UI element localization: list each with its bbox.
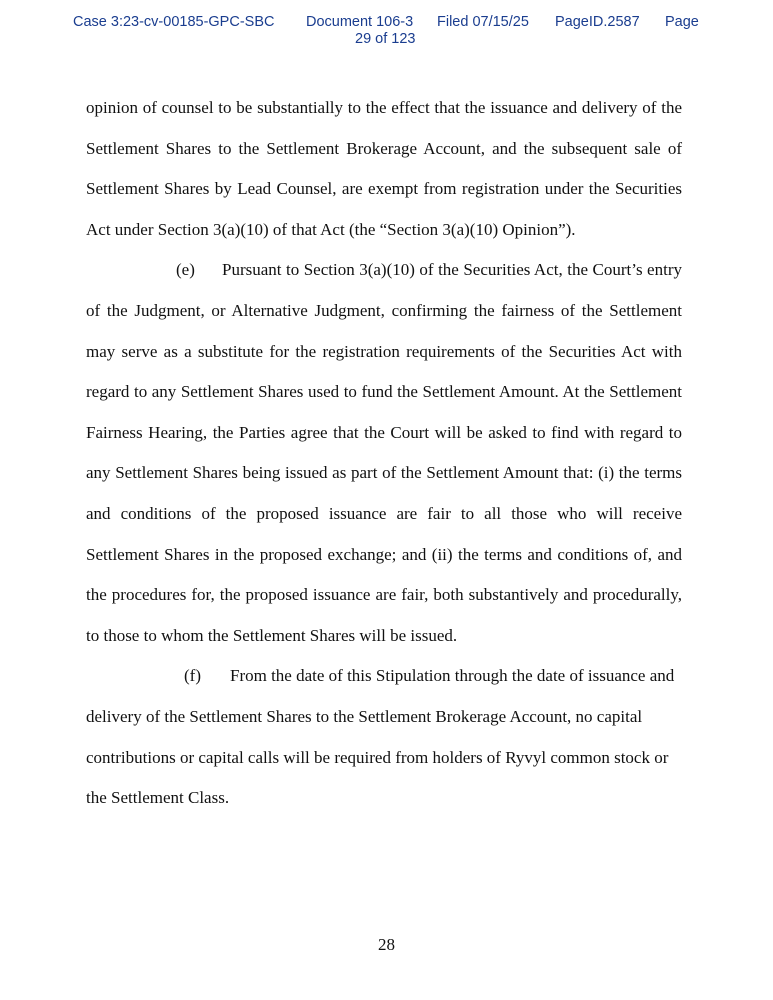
page-of-total: 29 of 123 <box>355 31 416 47</box>
page-id: PageID.2587 <box>555 14 640 30</box>
paragraph-f-text: From the date of this Stipulation through the date of issuance and delivery of the Settlement Shares to the Settlement Brokerage Account, no capital contributions or capital calls will be required from holders of Ryvyl common stock or the Settlement Class. <box>86 666 675 808</box>
document-number: Document 106-3 <box>306 14 414 30</box>
paragraph-continued: opinion of counsel to be substantially to the effect that the issuance and delivery of the Settlement Shares to the Settlement Brokerage Account, and the subsequent sale of Settlement Shares by Lead Counsel, are exempt from registration under the Securities Act under Section 3(a)(10) of that Act (the “Section 3(a)(10) Opinion”). <box>86 98 682 239</box>
page-number: 28 <box>378 935 395 954</box>
page-label: Page <box>665 14 699 30</box>
case-number: Case 3:23-cv-00185-GPC-SBC <box>73 14 275 30</box>
paragraph-f-label: (f) <box>184 666 201 686</box>
filed-date: Filed 07/15/25 <box>437 14 529 30</box>
paragraph-e <box>86 250 682 656</box>
paragraph-f <box>86 656 682 818</box>
court-filing-header <box>0 14 773 54</box>
document-body <box>86 88 682 819</box>
paragraph-e-text: Pursuant to Section 3(a)(10) of the Securities Act, the Court’s entry of the Judgment, or Alternative Judgment, confirming the fairness of the Settlement may serve as a substitute for the registration requirements of the Securities Act with regard to any Settlement Shares used to fund the Settlement Amount. At the Settlement Fairness Hearing, the Parties agree that the Court will be asked to find with regard to any Settlement Shares being issued as part of the Settlement Amount that: (i) the terms and conditions of the proposed issuance are fair to all those who will receive Settlement Shares in the proposed exchange; and (ii) the terms and conditions of, and the procedures for, the proposed issuance are fair, both substantively and procedurally, to those to whom the Settlement Shares will be issued. <box>86 260 682 645</box>
paragraph-e-label: (e) <box>176 260 195 280</box>
